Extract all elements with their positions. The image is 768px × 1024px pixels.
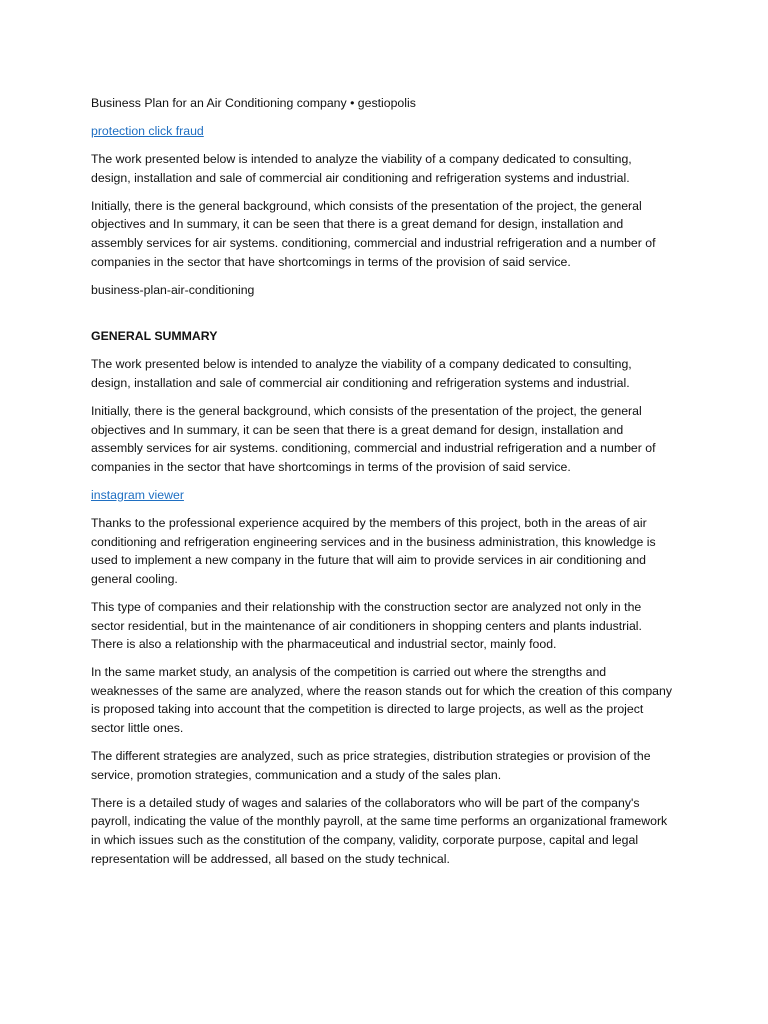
section-heading: GENERAL SUMMARY <box>91 329 218 344</box>
link-text[interactable]: protection click fraud <box>91 124 204 139</box>
paragraph-background: Initially, there is the general background, which consists of the presentation of the project, the general objectives and In summary, it can be seen that there is a great demand for design, installation and assembly services for air systems. conditioning, commercial and industrial refrigeration and a number of companies in the sector that have shortcomings in terms of the provision of said service. <box>91 198 656 269</box>
instagram-viewer-link[interactable] <box>91 486 674 505</box>
paragraph-experience: Thanks to the professional experience acquired by the members of this project, both in the areas of air conditioning and refrigeration engineering services and in the business administration, this knowledge is used to implement a new company in the future that will aim to provide services in air conditioning and general cooling. <box>91 516 656 586</box>
protection-click-fraud-link[interactable] <box>91 122 674 141</box>
document-page <box>91 94 674 878</box>
paragraph-summary-intro: The work presented below is intended to analyze the viability of a company dedicated to consulting, design, installation and sale of commercial air conditioning and refrigeration systems and industrial. <box>91 357 632 391</box>
paragraph-strategies: The different strategies are analyzed, such as price strategies, distribution strategies or provision of the service, promotion strategies, communication and a study of the sales plan. <box>91 749 651 782</box>
paragraph-intro: The work presented below is intended to analyze the viability of a company dedicated to consulting, design, installation and sale of commercial air conditioning and refrigeration systems and industrial. <box>91 152 632 185</box>
paragraph-wages: There is a detailed study of wages and salaries of the collaborators who will be part of the company's payroll, indicating the value of the monthly payroll, at the same time performs an organizational framework in which issues such as the constitution of the company, validity, corporate purpose, capital and legal representation will be addressed, all based on the study technical. <box>91 795 668 866</box>
paragraph-market-study: In the same market study, an analysis of the competition is carried out where the strengths and weaknesses of the same are analyzed, where the reason stands out for which the creation of this company is proposed taking into account that the competition is directed to large projects, as well as the project sector little ones. <box>91 665 673 736</box>
link-text[interactable]: instagram viewer <box>91 488 184 502</box>
image-alt-text: business-plan-air-conditioning <box>91 282 255 297</box>
paragraph-summary-background: Initially, there is the general background, which consists of the presentation of the project, the general objectives and In summary, it can be seen that there is a great demand for design, installation and assembly services for air systems. conditioning, commercial and industrial refrigeration and a number of companies in the sector that have shortcomings in terms of the provision of said service. <box>91 404 656 474</box>
document-title: Business Plan for an Air Conditioning company • gestiopolis <box>91 96 416 110</box>
paragraph-construction-sector: This type of companies and their relationship with the construction sector are analyzed not only in the sector residential, but in the maintenance of air conditioners in shopping centers and plants industrial. There is also a relationship with the pharmaceutical and industrial sector, mainly food. <box>91 599 642 652</box>
